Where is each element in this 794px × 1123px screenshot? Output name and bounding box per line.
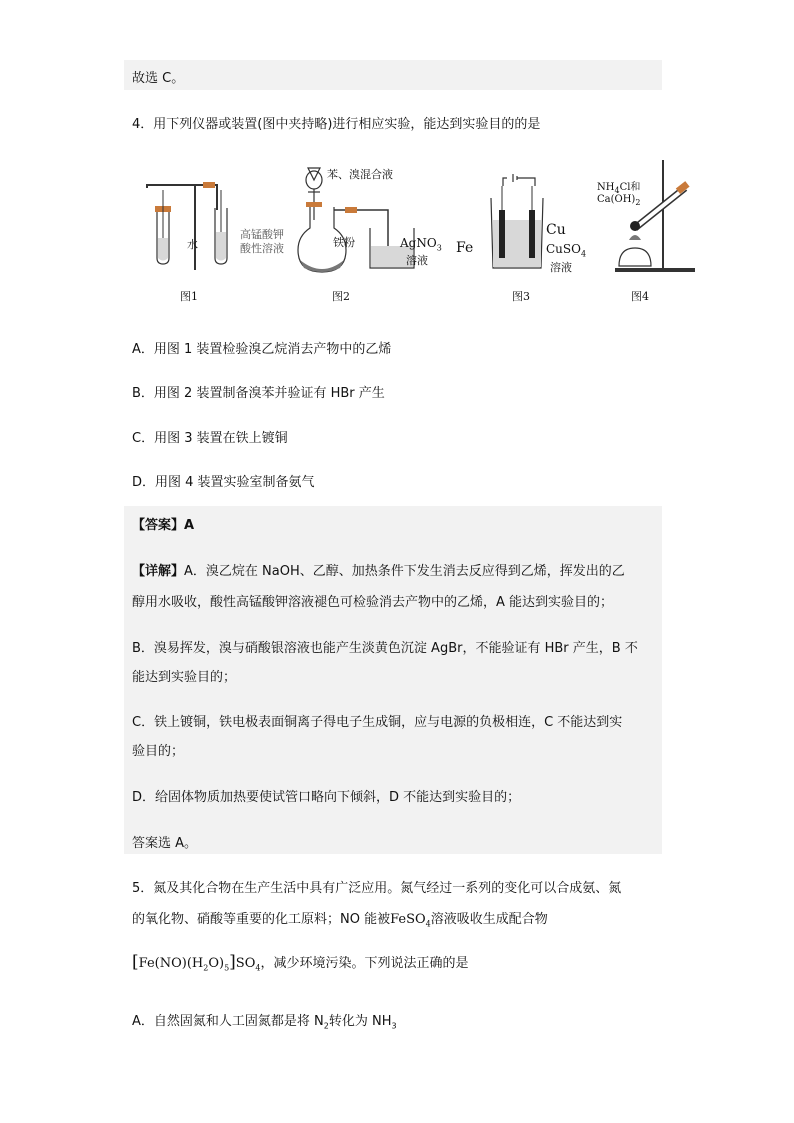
feso4-formula: FeSO$_4$ [390,912,431,929]
fig3-cu-label: Cu [546,222,566,238]
figure-4 [605,150,695,280]
fig2-agno3-label: AgNO$_3$ [400,236,442,253]
q4-option-a: A．用图 1 装置检验溴乙烷消去产物中的乙烯 [132,342,392,357]
fig4-nh4cl-label: $NH_4Cl$和 [597,182,641,195]
fig2-solution-label: 溶液 [406,254,428,267]
fig3-solution-label: 溶液 [550,261,572,274]
fig3-caption: 图3 [512,290,530,303]
fig1-water-label: 水 [187,238,198,251]
q4-stem: 4．用下列仪器或装置(图中夹持略)进行相应实验，能达到实验目的的是 [132,117,541,132]
conclusion-block [124,824,662,854]
q4-detail-line-3: B．溴易挥发，溴与硝酸银溶液也能产生淡黄色沉淀 AgBr，不能验证有 HBr 产生，B 不 [132,641,638,656]
fig2-top-label: 苯、溴混合液 [327,168,393,181]
fig3-fe-label: Fe [456,240,474,256]
q5-line-2: 的氧化物、硝酸等重要的化工原料；NO 能被FeSO$_4$溶液吸收生成配合物 [132,912,548,929]
q4-detail-line-4: 能达到实验目的； [132,670,237,685]
q4-detail-line-1: 【详解】A．溴乙烷在 NaOH、乙醇、加热条件下发生消去反应得到乙烯，挥发出的乙 [132,564,625,579]
detail-label: 【详解】 [132,564,185,579]
q5-line-3: $[Fe(NO)(H_2O)_5]SO_4$，减少环境污染。下列说法正确的是 [132,952,469,973]
fig2-powder-label: 铁粉 [333,236,355,249]
q4-detail-line-2: 醇用水吸收，酸性高锰酸钾溶液褪色可检验消去产物中的乙烯，A 能达到实验目的； [132,595,614,610]
complex-formula: $[Fe(NO)(H_2O)_5]SO_4$ [132,952,261,973]
fig3-cuso4-label: CuSO$_4$ [546,242,587,259]
fig4-caoh-label: $Ca(OH)_2$ [597,194,641,207]
answer-block [124,506,662,824]
figure-1 [135,150,245,280]
q4-option-c: C．用图 3 装置在铁上镀铜 [132,431,288,446]
prev-answer: 故选 C。 [132,71,185,86]
q4-answer: 【答案】A [132,518,195,533]
q4-option-b: B．用图 2 装置制备溴苯并验证有 HBr 产生 [132,386,385,401]
q4-detail-line-5: C．铁上镀铜，铁电极表面铜离子得电子生成铜，应与电源的负极相连，C 不能达到实 [132,715,623,730]
q5-option-a: A．自然固氮和人工固氮都是将 $N_2$转化为 $NH_3$ [132,1014,397,1031]
fig4-caption: 图4 [631,290,649,303]
q4-detail-line-6: 验目的； [132,744,185,759]
prev-answer-block [124,60,662,90]
q4-detail-line-7: D．给固体物质加热要使试管口略向下倾斜，D 不能达到实验目的； [132,790,521,805]
fig1-caption: 图1 [180,290,198,303]
q4-option-d: D．用图 4 装置实验室制备氨气 [132,475,315,490]
q4-conclusion: 答案选 A。 [132,836,198,851]
fig1-reagent-label-2: 酸性溶液 [240,242,284,255]
fig1-reagent-label-1: 高锰酸钾 [240,228,284,241]
q5-line-1: 5．氮及其化合物在生产生活中具有广泛应用。氮气经过一系列的变化可以合成氨、氮 [132,881,622,896]
fig2-caption: 图2 [332,290,350,303]
